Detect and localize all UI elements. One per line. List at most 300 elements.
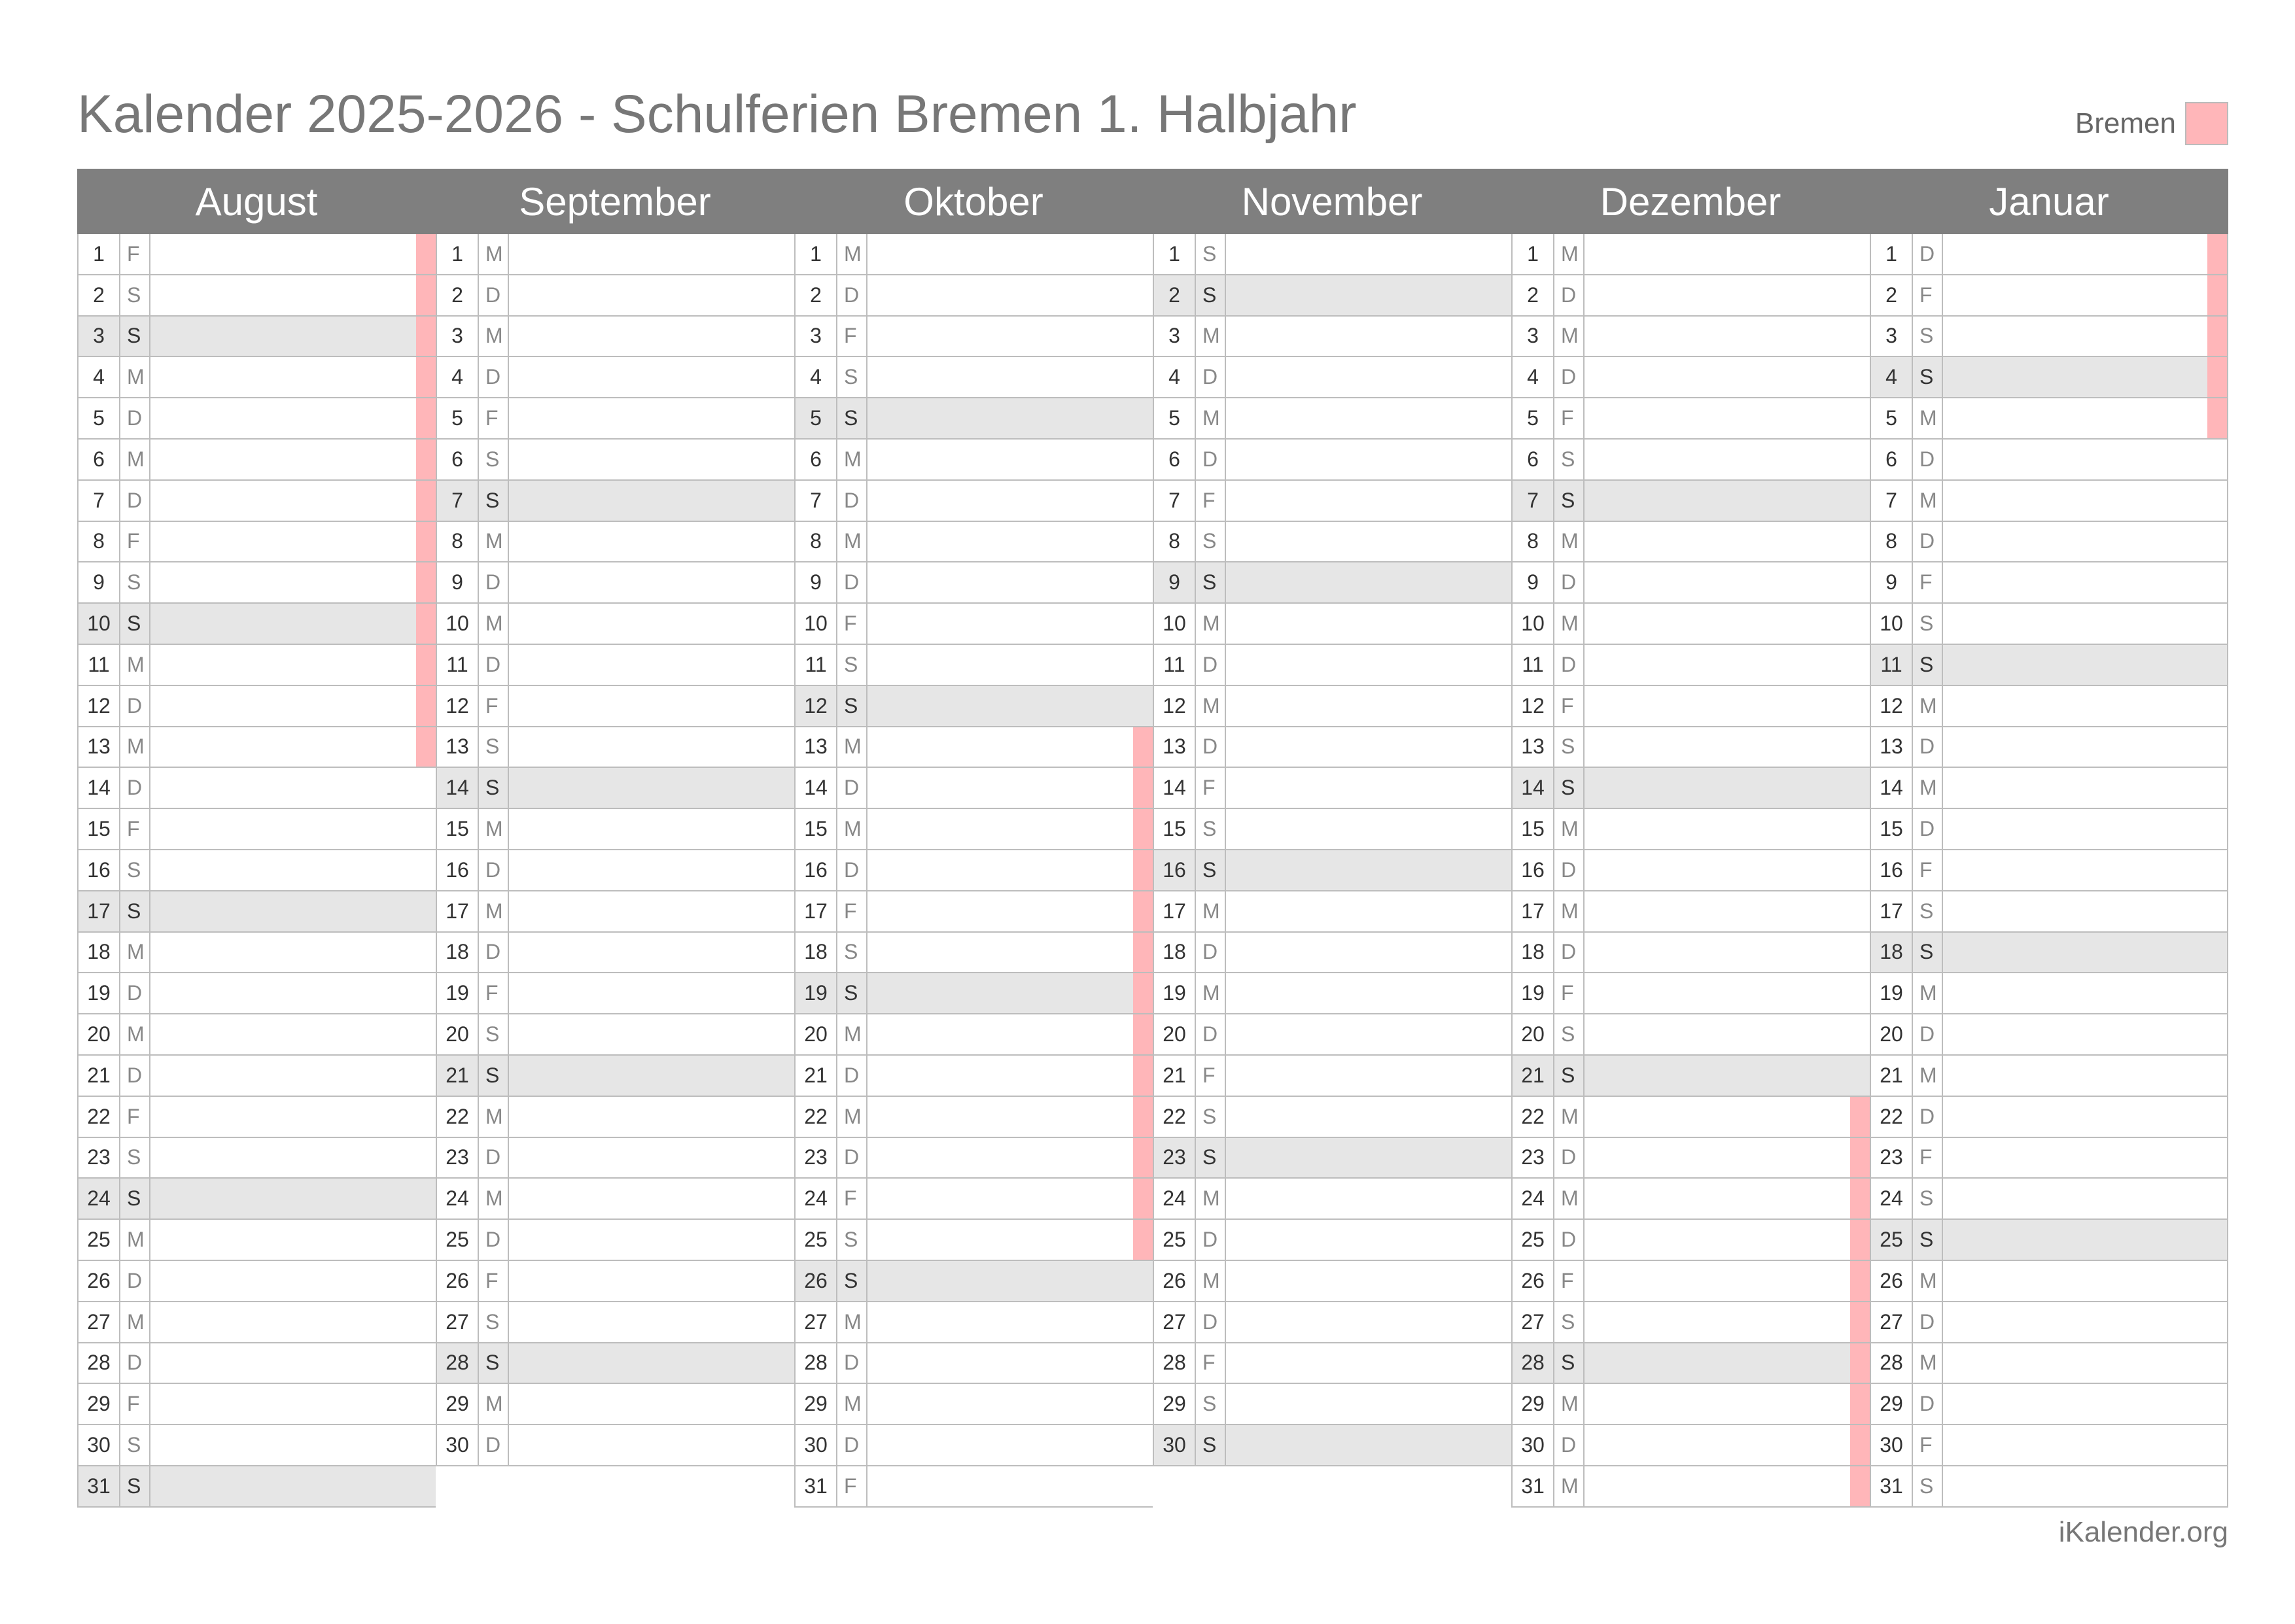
weekday-letter: S	[1913, 891, 1943, 931]
weekday-letter: S	[120, 317, 150, 356]
day-number: 27	[796, 1302, 837, 1342]
day-number: 27	[437, 1302, 479, 1342]
holiday-marker	[1850, 1466, 1870, 1506]
day-row	[79, 1220, 436, 1261]
day-row	[437, 1302, 794, 1343]
day-cell	[1943, 1220, 2227, 1260]
day-number: 30	[1871, 1425, 1913, 1465]
day-number: 25	[796, 1220, 837, 1260]
day-row	[437, 1220, 794, 1261]
day-cell	[1585, 1261, 1870, 1301]
day-row	[79, 1384, 436, 1425]
day-row	[79, 398, 436, 440]
day-cell	[1226, 1138, 1511, 1178]
day-number: 20	[1154, 1014, 1196, 1054]
day-number: 2	[796, 275, 837, 315]
day-number: 8	[1871, 522, 1913, 562]
day-row	[79, 234, 436, 275]
day-cell	[867, 1056, 1153, 1096]
day-cell	[1943, 686, 2227, 726]
weekday-letter: M	[1554, 1466, 1585, 1506]
weekday-letter: M	[1913, 481, 1943, 521]
day-cell	[509, 1097, 794, 1137]
weekday-letter: S	[1196, 275, 1226, 315]
day-cell	[509, 1220, 794, 1260]
day-row	[1871, 1425, 2227, 1466]
day-number: 31	[1513, 1466, 1554, 1506]
holiday-marker	[416, 357, 436, 397]
day-row	[437, 1425, 794, 1466]
day-number: 24	[1871, 1179, 1913, 1218]
day-cell	[1226, 973, 1511, 1013]
day-cell	[150, 234, 436, 274]
day-row	[437, 1138, 794, 1179]
day-row	[796, 1384, 1153, 1425]
weekday-letter: S	[1913, 645, 1943, 685]
holiday-marker	[416, 645, 436, 685]
day-number: 14	[1154, 768, 1196, 808]
day-number: 26	[1871, 1261, 1913, 1301]
day-number: 8	[1154, 522, 1196, 562]
day-cell	[1943, 275, 2227, 315]
weekday-letter: S	[120, 604, 150, 644]
day-number: 10	[1513, 604, 1554, 644]
day-number: 29	[1513, 1384, 1554, 1424]
month-column	[436, 169, 794, 1508]
weekday-letter: S	[1913, 1466, 1943, 1506]
day-row	[1513, 768, 1870, 809]
day-row	[1871, 357, 2227, 398]
weekday-letter: S	[479, 727, 509, 767]
calendar-grid	[77, 169, 2228, 1508]
day-cell	[1585, 1179, 1870, 1218]
day-number: 9	[1871, 562, 1913, 602]
day-row	[1154, 1138, 1511, 1179]
weekday-letter: M	[120, 933, 150, 973]
weekday-letter: D	[1913, 1014, 1943, 1054]
day-number: 21	[79, 1056, 120, 1096]
day-number: 9	[1154, 562, 1196, 602]
day-row	[796, 357, 1153, 398]
day-row	[437, 398, 794, 440]
day-number: 4	[79, 357, 120, 397]
day-number: 2	[1871, 275, 1913, 315]
weekday-letter: S	[1196, 1138, 1226, 1178]
weekday-letter: F	[1196, 768, 1226, 808]
day-row	[79, 1014, 436, 1056]
day-row	[796, 1302, 1153, 1343]
day-number: 14	[796, 768, 837, 808]
day-cell	[1943, 398, 2227, 438]
day-number: 28	[1871, 1343, 1913, 1383]
day-cell	[150, 686, 436, 726]
weekday-letter: D	[479, 357, 509, 397]
day-row	[1154, 522, 1511, 563]
day-number: 21	[796, 1056, 837, 1096]
day-number: 1	[1513, 234, 1554, 274]
holiday-marker	[416, 604, 436, 644]
day-number: 29	[1154, 1384, 1196, 1424]
day-row	[796, 1179, 1153, 1220]
day-cell	[509, 768, 794, 808]
day-row	[1513, 1261, 1870, 1302]
day-cell	[1943, 604, 2227, 644]
day-row	[1871, 1261, 2227, 1302]
day-cell	[1943, 933, 2227, 973]
day-cell	[1585, 604, 1870, 644]
day-number: 2	[79, 275, 120, 315]
weekday-letter: M	[120, 727, 150, 767]
weekday-letter: M	[1196, 973, 1226, 1013]
day-row	[1154, 481, 1511, 522]
day-row	[437, 1179, 794, 1220]
weekday-letter: D	[479, 850, 509, 890]
weekday-letter: M	[1913, 1261, 1943, 1301]
day-number: 29	[437, 1384, 479, 1424]
weekday-letter: S	[1913, 604, 1943, 644]
weekday-letter: S	[1196, 1097, 1226, 1137]
day-row	[796, 891, 1153, 933]
weekday-letter: M	[120, 440, 150, 479]
day-number: 6	[1154, 440, 1196, 479]
holiday-marker	[416, 398, 436, 438]
day-row	[79, 933, 436, 974]
day-number: 5	[1154, 398, 1196, 438]
weekday-letter: F	[1554, 686, 1585, 726]
weekday-letter: D	[1913, 440, 1943, 479]
weekday-letter: M	[837, 1097, 867, 1137]
holiday-marker	[416, 317, 436, 356]
day-cell	[1943, 809, 2227, 849]
day-cell	[150, 357, 436, 397]
day-cell	[509, 645, 794, 685]
day-number: 22	[1154, 1097, 1196, 1137]
day-row	[1513, 481, 1870, 522]
day-row	[79, 1097, 436, 1138]
day-cell	[1943, 1097, 2227, 1137]
day-row	[1154, 1220, 1511, 1261]
day-number: 6	[1871, 440, 1913, 479]
day-row	[1871, 809, 2227, 850]
day-number: 15	[1871, 809, 1913, 849]
day-number: 22	[796, 1097, 837, 1137]
weekday-letter: M	[1913, 768, 1943, 808]
day-row	[1154, 234, 1511, 275]
day-number: 31	[1871, 1466, 1913, 1506]
day-number: 17	[79, 891, 120, 931]
day-number: 23	[1871, 1138, 1913, 1178]
month-header: Oktober	[794, 169, 1153, 234]
day-number: 18	[79, 933, 120, 973]
weekday-letter: M	[837, 1014, 867, 1054]
day-cell	[509, 933, 794, 973]
day-cell	[509, 973, 794, 1013]
day-row	[79, 1179, 436, 1220]
day-number: 16	[79, 850, 120, 890]
weekday-letter: S	[120, 1138, 150, 1178]
day-cell	[867, 1220, 1153, 1260]
weekday-letter: M	[1554, 1384, 1585, 1424]
day-number: 7	[1513, 481, 1554, 521]
day-cell	[1226, 234, 1511, 274]
day-number: 19	[1871, 973, 1913, 1013]
day-row	[796, 973, 1153, 1014]
day-number: 12	[1871, 686, 1913, 726]
weekday-letter: D	[1913, 809, 1943, 849]
weekday-letter: M	[837, 234, 867, 274]
month-column	[1870, 169, 2228, 1508]
weekday-letter: S	[120, 275, 150, 315]
day-row	[437, 686, 794, 727]
weekday-letter: S	[837, 973, 867, 1013]
day-row	[1513, 809, 1870, 850]
day-row	[79, 604, 436, 645]
day-number: 7	[437, 481, 479, 521]
day-cell	[1943, 1179, 2227, 1218]
day-cell	[1943, 1014, 2227, 1054]
day-row	[437, 933, 794, 974]
day-row	[796, 768, 1153, 809]
weekday-letter: F	[479, 973, 509, 1013]
holiday-marker	[1850, 1261, 1870, 1301]
day-number: 15	[1513, 809, 1554, 849]
day-cell	[1226, 686, 1511, 726]
weekday-letter: S	[120, 850, 150, 890]
weekday-letter: D	[1554, 275, 1585, 315]
day-number: 30	[796, 1425, 837, 1465]
holiday-marker	[1133, 768, 1153, 808]
day-number: 24	[796, 1179, 837, 1218]
month-column	[794, 169, 1153, 1508]
day-cell	[1943, 481, 2227, 521]
weekday-letter: D	[120, 973, 150, 1013]
day-row	[1154, 1179, 1511, 1220]
day-cell	[867, 727, 1153, 767]
day-row	[1513, 1343, 1870, 1385]
day-number: 2	[1154, 275, 1196, 315]
weekday-letter: D	[479, 1138, 509, 1178]
holiday-marker	[1133, 1220, 1153, 1260]
weekday-letter: S	[479, 1302, 509, 1342]
day-row	[1154, 891, 1511, 933]
holiday-marker	[416, 440, 436, 479]
weekday-letter: F	[1196, 481, 1226, 521]
weekday-letter: S	[1554, 1302, 1585, 1342]
day-cell	[1226, 1343, 1511, 1383]
day-number: 12	[1513, 686, 1554, 726]
day-cell	[150, 481, 436, 521]
weekday-letter: F	[1913, 850, 1943, 890]
weekday-letter: S	[1196, 809, 1226, 849]
weekday-letter: S	[1554, 440, 1585, 479]
day-number: 13	[437, 727, 479, 767]
day-row	[1154, 727, 1511, 769]
weekday-letter: M	[1554, 234, 1585, 274]
day-cell	[867, 234, 1153, 274]
day-cell	[867, 1097, 1153, 1137]
day-row	[1154, 1343, 1511, 1385]
day-row	[1513, 1179, 1870, 1220]
day-row	[796, 234, 1153, 275]
day-row	[1871, 481, 2227, 522]
holiday-marker	[1850, 1343, 1870, 1383]
day-row	[796, 1138, 1153, 1179]
day-number: 26	[437, 1261, 479, 1301]
day-number: 1	[79, 234, 120, 274]
weekday-letter: D	[1913, 234, 1943, 274]
weekday-letter: M	[479, 522, 509, 562]
day-number: 17	[437, 891, 479, 931]
day-row	[1871, 1343, 2227, 1385]
day-number: 27	[1154, 1302, 1196, 1342]
weekday-letter: S	[1913, 1179, 1943, 1218]
day-cell	[150, 973, 436, 1013]
day-number: 18	[1154, 933, 1196, 973]
day-number: 9	[437, 562, 479, 602]
day-number: 27	[1871, 1302, 1913, 1342]
day-cell	[1585, 1056, 1870, 1096]
day-number: 8	[79, 522, 120, 562]
day-cell	[867, 933, 1153, 973]
day-number: 10	[1871, 604, 1913, 644]
day-row	[1871, 1014, 2227, 1056]
day-number: 20	[1871, 1014, 1913, 1054]
weekday-letter: F	[1196, 1056, 1226, 1096]
month-header: Dezember	[1511, 169, 1870, 234]
day-row	[1154, 275, 1511, 317]
day-number: 12	[79, 686, 120, 726]
day-cell	[1226, 1014, 1511, 1054]
day-cell	[867, 1343, 1153, 1383]
day-number: 24	[437, 1179, 479, 1218]
weekday-letter: M	[837, 440, 867, 479]
day-number: 5	[79, 398, 120, 438]
page-title: Kalender 2025-2026 - Schulferien Bremen 1. Halbjahr	[77, 84, 1357, 144]
day-cell	[1585, 1425, 1870, 1465]
legend	[2075, 102, 2228, 145]
day-row	[1154, 809, 1511, 850]
day-number: 21	[1154, 1056, 1196, 1096]
day-cell	[509, 727, 794, 767]
day-row	[1154, 398, 1511, 440]
day-cell	[509, 275, 794, 315]
day-number: 21	[1871, 1056, 1913, 1096]
weekday-letter: M	[1554, 809, 1585, 849]
day-cell	[150, 1384, 436, 1424]
day-cell	[1585, 234, 1870, 274]
day-row	[796, 1466, 1153, 1508]
legend-swatch	[2185, 102, 2228, 145]
day-number: 14	[1513, 768, 1554, 808]
day-cell	[1226, 1056, 1511, 1096]
day-row	[1513, 933, 1870, 974]
day-number: 16	[437, 850, 479, 890]
day-row	[1871, 933, 2227, 974]
day-row	[1154, 645, 1511, 686]
day-row	[1871, 1056, 2227, 1097]
weekday-letter: D	[1196, 357, 1226, 397]
day-cell	[150, 1261, 436, 1301]
month-header: August	[77, 169, 436, 234]
weekday-letter: S	[1913, 317, 1943, 356]
day-cell	[150, 809, 436, 849]
day-row	[1154, 973, 1511, 1014]
day-cell	[867, 1425, 1153, 1465]
weekday-letter: S	[1913, 357, 1943, 397]
weekday-letter: S	[837, 357, 867, 397]
day-row	[79, 562, 436, 604]
day-cell	[1226, 398, 1511, 438]
holiday-marker	[1133, 727, 1153, 767]
weekday-letter: D	[120, 481, 150, 521]
day-cell	[1585, 1097, 1870, 1137]
day-number: 22	[1871, 1097, 1913, 1137]
day-cell	[150, 933, 436, 973]
day-number: 11	[796, 645, 837, 685]
day-number: 6	[79, 440, 120, 479]
day-cell	[1585, 398, 1870, 438]
day-cell	[509, 317, 794, 356]
weekday-letter: M	[1913, 398, 1943, 438]
day-number: 2	[437, 275, 479, 315]
day-row	[79, 1138, 436, 1179]
weekday-letter: M	[1196, 1179, 1226, 1218]
weekday-letter: F	[120, 1097, 150, 1137]
weekday-letter: M	[479, 891, 509, 931]
weekday-letter: D	[479, 933, 509, 973]
day-cell	[150, 891, 436, 931]
weekday-letter: D	[837, 850, 867, 890]
day-cell	[1585, 357, 1870, 397]
day-number: 10	[437, 604, 479, 644]
day-row	[1154, 317, 1511, 358]
day-number: 23	[1513, 1138, 1554, 1178]
day-number: 21	[1513, 1056, 1554, 1096]
day-cell	[150, 1425, 436, 1465]
day-cell	[1585, 891, 1870, 931]
day-number: 25	[437, 1220, 479, 1260]
day-row	[1154, 1014, 1511, 1056]
day-row	[1871, 1384, 2227, 1425]
day-cell	[509, 604, 794, 644]
day-number: 17	[1154, 891, 1196, 931]
weekday-letter: D	[120, 1261, 150, 1301]
weekday-letter: S	[120, 1179, 150, 1218]
day-cell	[509, 1014, 794, 1054]
day-number: 20	[437, 1014, 479, 1054]
holiday-marker	[1133, 891, 1153, 931]
day-number: 12	[796, 686, 837, 726]
month-column	[1511, 169, 1870, 1508]
weekday-letter: D	[479, 1220, 509, 1260]
day-row	[1513, 1138, 1870, 1179]
day-number: 25	[1513, 1220, 1554, 1260]
day-row	[1513, 727, 1870, 769]
day-row	[796, 933, 1153, 974]
day-cell	[509, 481, 794, 521]
day-row	[796, 1425, 1153, 1466]
day-row	[796, 809, 1153, 850]
weekday-letter: F	[1913, 562, 1943, 602]
day-row	[1154, 440, 1511, 481]
day-row	[796, 522, 1153, 563]
day-cell	[1585, 522, 1870, 562]
weekday-letter: S	[837, 645, 867, 685]
weekday-letter: M	[1554, 604, 1585, 644]
day-number: 9	[796, 562, 837, 602]
day-row	[437, 1014, 794, 1056]
day-number: 3	[437, 317, 479, 356]
